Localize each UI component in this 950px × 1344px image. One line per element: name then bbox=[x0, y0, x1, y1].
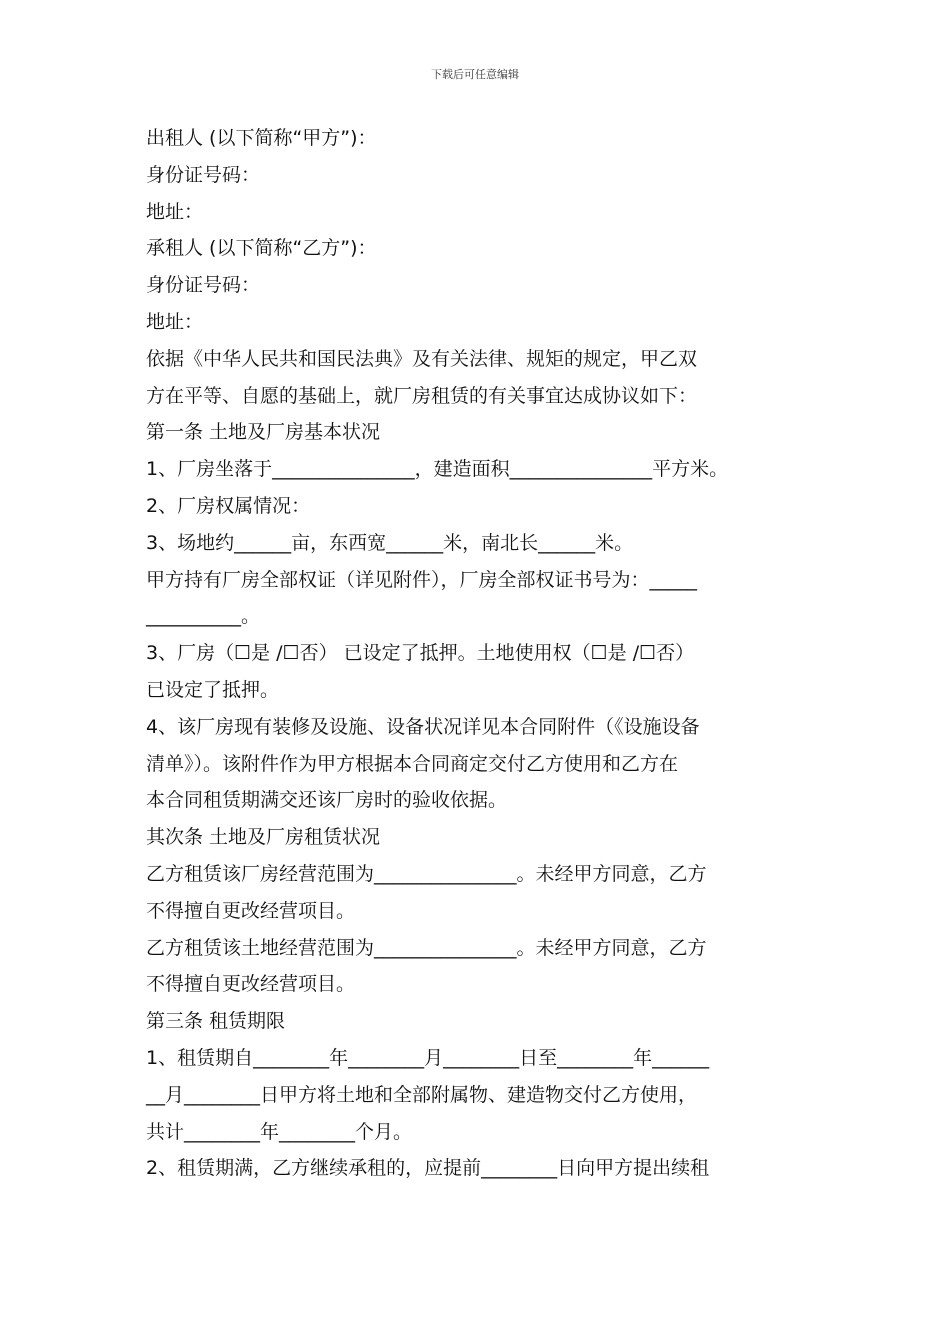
text-line: 方在平等、自愿的基础上，就厂房租赁的有关事宜达成协议如下： bbox=[146, 384, 698, 407]
text-line: 清单》）。该附件作为甲方根据本合同商定交付乙方使用和乙方在 bbox=[146, 752, 679, 775]
text-line: 地址： bbox=[146, 310, 204, 333]
text-line: 已设定了抵押。 bbox=[146, 678, 280, 701]
text-line: 4、该厂房现有装修及设施、设备状况详见本合同附件（《设施设备 bbox=[146, 715, 700, 738]
section-heading: 其次条 土地及厂房租赁状况 bbox=[146, 826, 381, 849]
text-line: __________。 bbox=[146, 605, 261, 628]
text-line: 不得擅自更改经营项目。 bbox=[146, 973, 356, 996]
text-line: 3、场地约______亩，东西宽______米，南北长______米。 bbox=[146, 531, 634, 554]
contract-body bbox=[146, 120, 818, 1187]
text-line: 本合同租赁期满交还该厂房时的验收依据。 bbox=[146, 789, 508, 812]
text-line: 共计________年________个月。 bbox=[146, 1120, 413, 1143]
text-line: 依据《中华人民共和国民法典》及有关法律、规矩的规定，甲乙双 bbox=[146, 347, 698, 370]
text-line: 身份证号码： bbox=[146, 163, 261, 186]
text-line: 承租人 (以下简称“乙方”)： bbox=[146, 237, 377, 260]
section-heading: 第一条 土地及厂房基本状况 bbox=[146, 421, 381, 444]
text-line: 出租人 (以下简称“甲方”)： bbox=[146, 127, 377, 149]
text-line: __月________日甲方将土地和全部附属物、建造物交付乙方使用， bbox=[146, 1083, 698, 1106]
text-line: 3、厂房（☐是 /☐否） 已设定了抵押。土地使用权（☐是 /☐否） bbox=[146, 642, 695, 665]
text-line: 身份证号码： bbox=[146, 274, 261, 297]
section-heading: 第三条 租赁期限 bbox=[146, 1010, 286, 1033]
page-header: 下载后可任意编辑 bbox=[431, 68, 519, 81]
text-line: 甲方持有厂房全部权证（详见附件），厂房全部权证书号为：_____ bbox=[146, 568, 698, 591]
text-line: 乙方租赁该土地经营范围为_______________。未经甲方同意，乙方 bbox=[146, 936, 707, 959]
text-line: 1、租赁期自________年________月________日至________年______ bbox=[146, 1046, 710, 1069]
text-line: 不得擅自更改经营项目。 bbox=[146, 899, 356, 922]
text-line: 2、租赁期满，乙方继续承租的，应提前________日向甲方提出续租 bbox=[146, 1157, 710, 1180]
text-line: 地址： bbox=[146, 200, 204, 223]
text-line: 1、厂房坐落于_______________，建造面积_______________平方米。 bbox=[146, 458, 729, 481]
text-line: 乙方租赁该厂房经营范围为_______________。未经甲方同意，乙方 bbox=[146, 862, 707, 885]
text-line: 2、厂房权属情况： bbox=[146, 494, 311, 517]
